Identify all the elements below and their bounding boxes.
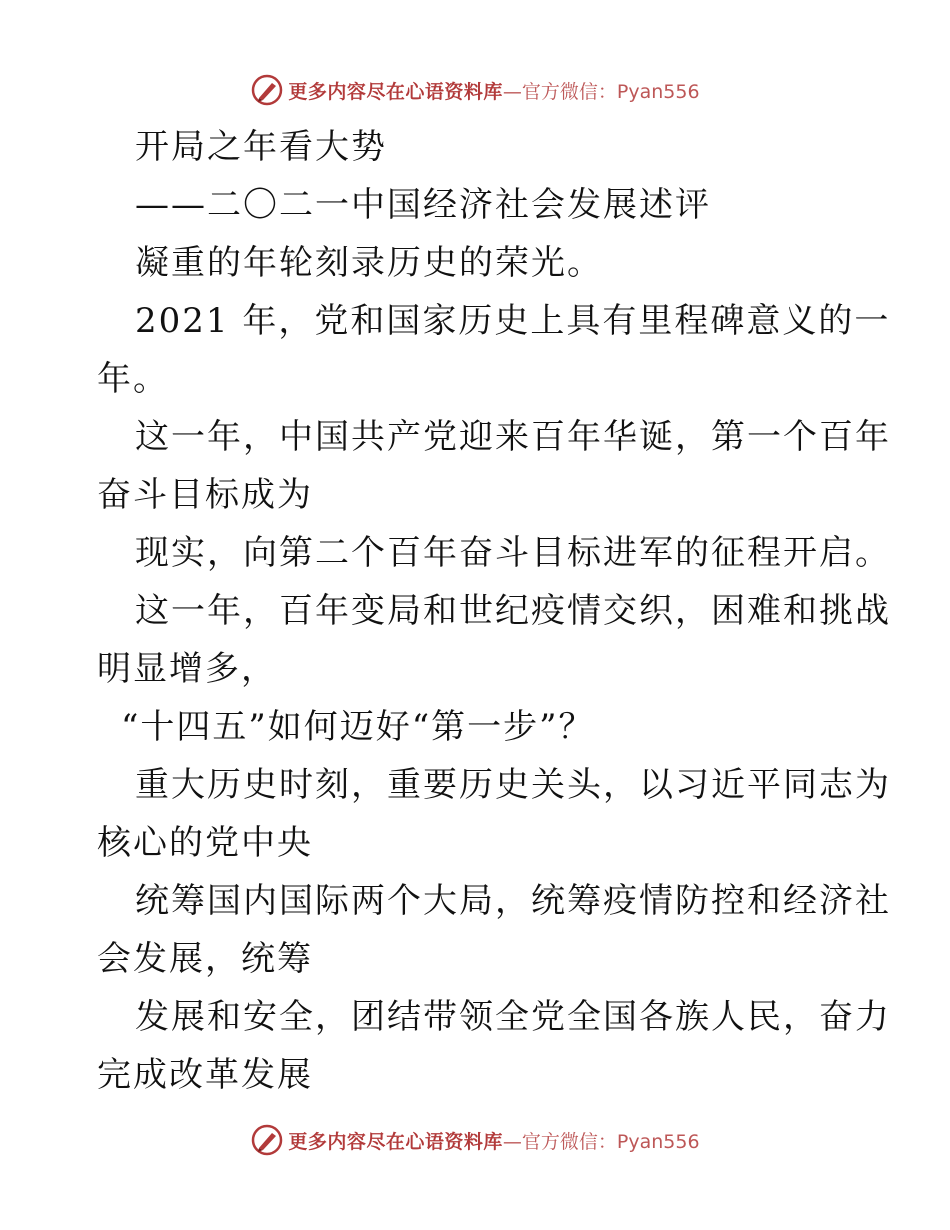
paragraph-line: “十四五”如何迈好“第一步”？ bbox=[121, 707, 595, 747]
banner-wechat-text: —官方微信：Pyan556 bbox=[502, 1130, 700, 1153]
banner-wechat-text: —官方微信：Pyan556 bbox=[502, 80, 700, 103]
paragraph-line: 现实，向第二个百年奋斗目标进军的征程开启。 bbox=[135, 533, 891, 573]
pen-logo-icon bbox=[250, 1123, 284, 1157]
paragraph-line: 完成改革发展 bbox=[97, 1055, 313, 1095]
paragraph-line: 年。 bbox=[97, 359, 169, 399]
paragraph-line: 这一年，中国共产党迎来百年华诞，第一个百年 bbox=[135, 417, 891, 457]
pen-logo-icon bbox=[250, 73, 284, 107]
paragraph-line: 核心的党中央 bbox=[97, 823, 313, 863]
footer-watermark-banner bbox=[0, 1120, 950, 1160]
paragraph-line: 凝重的年轮刻录历史的荣光。 bbox=[135, 243, 603, 283]
paragraph-line: 发展和安全，团结带领全党全国各族人民，奋力 bbox=[135, 997, 891, 1037]
paragraph-line: 统筹国内国际两个大局，统筹疫情防控和经济社 bbox=[135, 881, 891, 921]
article-subtitle: ——二〇二一中国经济社会发展述评 bbox=[135, 185, 711, 225]
article-title: 开局之年看大势 bbox=[135, 127, 387, 167]
paragraph-line: 会发展，统筹 bbox=[97, 939, 313, 979]
paragraph-line: 这一年，百年变局和世纪疫情交织，困难和挑战 bbox=[135, 591, 891, 631]
banner-main-text: 更多内容尽在心语资料库 bbox=[288, 1130, 503, 1153]
header-watermark-banner bbox=[0, 70, 950, 110]
paragraph-line: 奋斗目标成为 bbox=[97, 475, 313, 515]
document-body bbox=[97, 118, 891, 1104]
paragraph-line: 2021 年，党和国家历史上具有里程碑意义的一 bbox=[135, 301, 891, 341]
paragraph-line: 重大历史时刻，重要历史关头，以习近平同志为 bbox=[135, 765, 891, 805]
banner-main-text: 更多内容尽在心语资料库 bbox=[288, 80, 503, 103]
paragraph-line: 明显增多， bbox=[97, 649, 277, 689]
